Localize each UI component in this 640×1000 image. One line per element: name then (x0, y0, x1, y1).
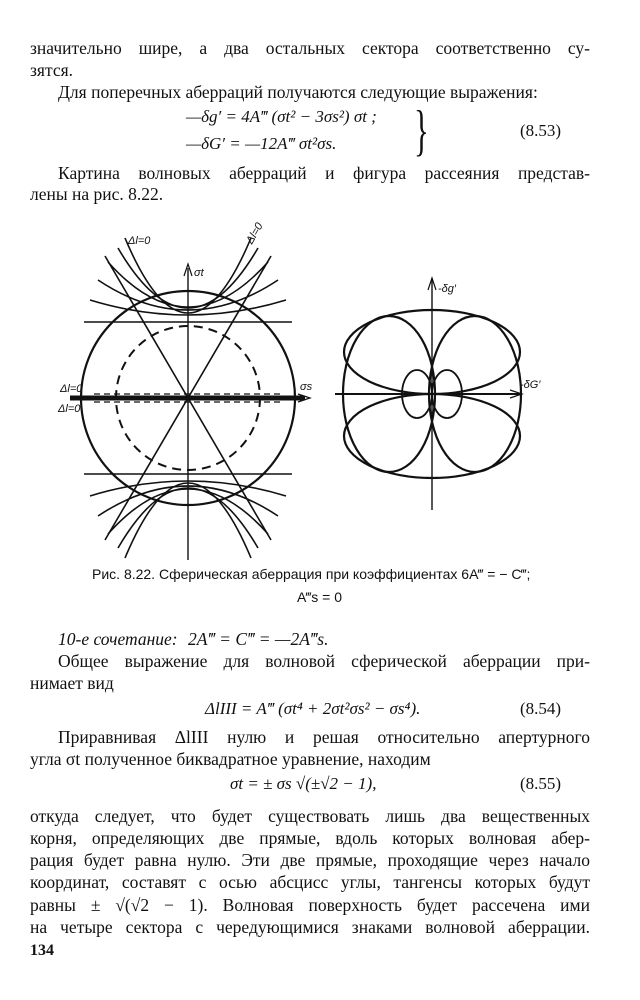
text-line: на четыре сектора с чередующимися знаками волновой аберрации. (30, 917, 590, 937)
text-line: рация будет равна нулю. Эти две прямые, проходящие через начало (30, 850, 590, 870)
combo-label-text: 10-е сочетание: (58, 629, 178, 649)
equation-line: —δG′ = —12A‴ σt²σs. (186, 134, 337, 153)
equation-line: ΔlIII = A‴ (σt⁴ + 2σt²σs² − σs⁴). (205, 699, 421, 718)
label-dl0: Δl=0 (128, 235, 151, 247)
label-dl0: Δl=0 (244, 220, 266, 247)
label-sigma-s: σs (300, 381, 313, 393)
equation-brace: } (414, 100, 429, 162)
text-line: откуда следует, что будет существовать лишь два вещественных (30, 806, 590, 826)
page-number: 134 (30, 942, 54, 959)
text-line: координат, составят с осью абсцисс углы, тангенсы которых будут (30, 872, 590, 892)
label-dl0: Δl=0 (60, 383, 83, 395)
text-line: корня, определяющих две прямые, вдоль которых волновая абер- (30, 828, 590, 848)
text-line: равны ± √(√2 − 1). Волновая поверхность будет рассечена ими (30, 895, 590, 915)
label-sigma-t: σt (194, 267, 204, 279)
text-line: нимает вид (30, 673, 114, 693)
left-diagram (70, 238, 310, 560)
text-line: Картина волновых аберраций и фигура рассеяния представ- (58, 163, 590, 183)
text-line: лены на рис. 8.22. (30, 184, 164, 204)
text-line: значительно шире, а два остальных сектора соответственно су- (30, 38, 590, 58)
equation-line: —δg′ = 4A‴ (σt² − 3σs²) σt ; (186, 107, 377, 126)
label-dl0: Δl=0 (58, 403, 81, 415)
figure-caption: A‴s = 0 (297, 589, 343, 605)
text-line: Для поперечных аберраций получаются следующие выражения: (58, 82, 538, 102)
combo-label (58, 629, 328, 650)
text-line: Общее выражение для волновой сферической аберрации при- (58, 651, 590, 671)
equation-line: σt = ± σs √(±√2 − 1), (230, 774, 377, 793)
combo-formula: 2A‴ = C‴ = —2A‴s. (188, 629, 329, 649)
equation-number: (8.53) (520, 121, 562, 140)
figure-caption: Рис. 8.22. Сферическая аберрация при коэффициентах 6A‴ = − C‴; (92, 566, 531, 582)
text-line: Приравнивая ΔlIII нулю и решая относительно апертурного (58, 727, 590, 747)
label-dG: -δG′ (520, 379, 541, 391)
text-line: зятся. (30, 60, 74, 80)
label-dg: -δg′ (438, 283, 456, 295)
equation-number: (8.54) (520, 699, 562, 718)
equation-number: (8.55) (520, 774, 562, 793)
text-line: угла σt полученное биквадратное уравнение, находим (30, 749, 431, 769)
right-diagram (335, 278, 522, 510)
